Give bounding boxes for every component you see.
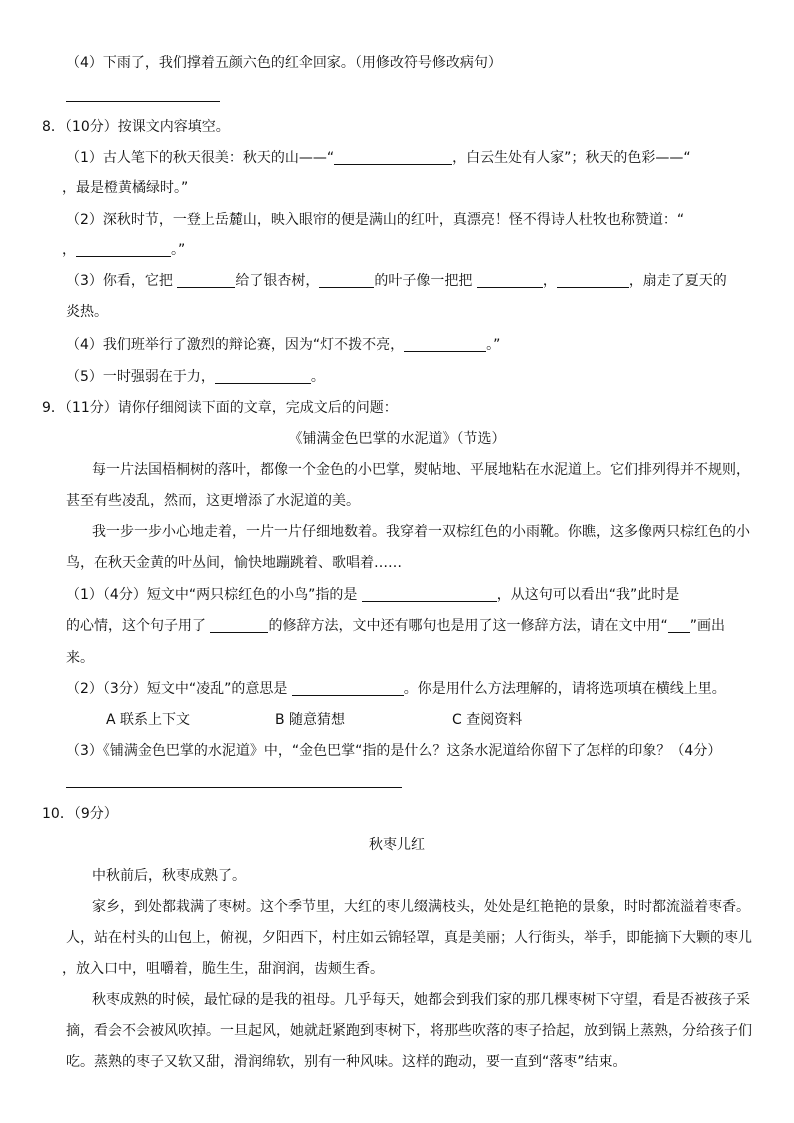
q9-sub2 bbox=[66, 679, 726, 699]
q8-item3-blank-1[interactable] bbox=[177, 273, 235, 288]
q9-sub2-text-a: （2）（3分）短文中“凌乱”的意思是 bbox=[66, 681, 292, 697]
q7-item4: （4）下雨了，我们撑着五颜六色的红伞回家。（用修改符号修改病句） bbox=[66, 55, 502, 71]
q10-passage-title: 秋枣儿红 bbox=[369, 837, 425, 853]
q9-sub2-blank[interactable] bbox=[292, 681, 404, 696]
q8-item1-cont: ，最是橙黄橘绿时。” bbox=[62, 180, 189, 196]
q9-header: 9．（11分）请你仔细阅读下面的文章，完成文后的问题： bbox=[42, 400, 398, 416]
q10-para3-line1: 秋枣成熟的时候，最忙碌的是我的祖母。几乎每天，她都会到我们家的那几棵枣树下守望，看是否被孩子采 bbox=[92, 992, 750, 1008]
q7-answer-line[interactable] bbox=[66, 101, 220, 102]
q8-item2-comma: ， bbox=[62, 242, 76, 258]
q8-item1-blank-1[interactable] bbox=[334, 150, 452, 165]
q8-item1-text-b: ，白云生处有人家”；秋天的色彩——“ bbox=[452, 150, 691, 166]
q9-sub1-blank-2[interactable] bbox=[210, 618, 268, 633]
q8-item4 bbox=[66, 335, 500, 355]
q9-para2-line1: 我一步一步小心地走着，一片一片仔细地数着。我穿着一双棕红色的小雨靴。你瞧，这多像两只棕红色的小 bbox=[92, 524, 750, 540]
q8-item3-text-a: （3）你看，它把 bbox=[66, 273, 178, 289]
q8-item2: （2）深秋时节，一登上岳麓山，映入眼帘的便是满山的红叶，真漂亮！怪不得诗人杜牧也称赞道：“ bbox=[66, 212, 685, 228]
q9-sub3: （3）《铺满金色巴掌的水泥道》中，“金色巴掌“指的是什么？这条水泥道给你留下了怎样的印象？（4分） bbox=[66, 743, 722, 759]
q8-item5-blank[interactable] bbox=[215, 369, 311, 384]
q8-item3-text-e: ，扇走了夏天的 bbox=[628, 273, 727, 289]
q8-item3-cont: 炎热。 bbox=[66, 304, 108, 320]
q9-option-c: C 查阅资料 bbox=[452, 712, 523, 728]
q9-sub1 bbox=[66, 585, 679, 605]
q8-item3-blank-3[interactable] bbox=[477, 273, 543, 288]
q9-sub1-text-a: （1）（4分）短文中“两只棕红色的小鸟”指的是 bbox=[66, 587, 362, 603]
q8-item3-text-d: ， bbox=[542, 273, 557, 289]
q9-sub1-text-d: 的修辞方法，文中还有哪句也是用了这一修辞方法，请在文中用“ bbox=[268, 618, 668, 634]
q8-item2-end: 。” bbox=[171, 242, 186, 258]
q9-sub1-text-e: ”画出 bbox=[689, 618, 725, 634]
q9-para2-line2: 鸟，在秋天金黄的叶丛间，愉快地蹦跳着、歌唱着…… bbox=[66, 555, 402, 571]
q8-item3-blank-4[interactable] bbox=[557, 273, 629, 288]
q8-item2-cont bbox=[62, 240, 185, 260]
q8-header: 8．（10分）按课文内容填空。 bbox=[42, 119, 230, 135]
q8-item3-text-b: 给了银杏树， bbox=[235, 273, 320, 289]
q9-sub1-blank-1[interactable] bbox=[362, 587, 497, 602]
q8-item5 bbox=[66, 367, 325, 387]
q8-item4-text-a: （4）我们班举行了激烈的辩论赛，因为“灯不拨不亮， bbox=[66, 337, 405, 353]
q9-sub3-answer-line[interactable] bbox=[66, 787, 402, 788]
q9-para1-line1: 每一片法国梧桐树的落叶，都像一个金色的小巴掌，熨帖地、平展地粘在水泥道上。它们排列得并不规则， bbox=[92, 462, 750, 478]
q10-header: 10．（9分） bbox=[42, 806, 118, 822]
q9-sub1-text-b: ，从这句可以看出“我”此时是 bbox=[496, 587, 680, 603]
q8-item1 bbox=[66, 148, 691, 168]
q8-item3 bbox=[66, 271, 727, 291]
q9-sub1-end: 来。 bbox=[66, 650, 94, 666]
q8-item3-text-c: 的叶子像一把把 bbox=[374, 273, 477, 289]
q8-item3-blank-2[interactable] bbox=[319, 273, 374, 288]
q10-para2-line2: 人，站在村头的山包上，俯视，夕阳西下，村庄如云锦轻罩，真是美丽；人行街头，举手，即能摘下大颗的枣儿 bbox=[66, 930, 752, 946]
q9-sub2-text-b: 。你是用什么方法理解的，请将选项填在横线上里。 bbox=[403, 681, 726, 697]
q8-item5-end: 。 bbox=[310, 369, 325, 385]
q10-para3-line3: 吃。蒸熟的枣子又软又甜，滑润绵软，别有一种风味。这样的跑动，要一直到“落枣”结束。 bbox=[66, 1054, 627, 1070]
q10-para2-line3: ，放入口中，咀嚼着，脆生生，甜润润，齿颊生香。 bbox=[62, 961, 384, 977]
q8-item4-blank[interactable] bbox=[404, 337, 486, 352]
q8-item4-end: 。” bbox=[486, 337, 501, 353]
q8-item1-text-a: （1）古人笔下的秋天很美：秋天的山——“ bbox=[66, 150, 335, 166]
q10-para2-line1: 家乡，到处都栽满了枣树。这个季节里，大红的枣儿缀满枝头，处处是红艳艳的景象，时时都流溢着枣香。 bbox=[92, 899, 750, 915]
q10-para1: 中秋前后，秋枣成熟了。 bbox=[92, 868, 246, 884]
q9-para1-line2: 甚至有些凌乱，然而，这更增添了水泥道的美。 bbox=[66, 493, 360, 509]
q8-item5-text-a: （5）一时强弱在于力， bbox=[66, 369, 215, 385]
q9-option-a: A 联系上下文 bbox=[106, 712, 191, 728]
q8-item2-blank[interactable] bbox=[76, 242, 171, 257]
q9-option-b: B 随意猜想 bbox=[275, 712, 346, 728]
q10-para3-line2: 摘，看会不会被风吹掉。一旦起风，她就赶紧跑到枣树下，将那些吹落的枣子拾起，放到锅上蒸熟，分给孩子们 bbox=[66, 1023, 752, 1039]
q9-sub1-text-c: 的心情，这个句子用了 bbox=[66, 618, 211, 634]
q9-passage-title: 《铺满金色巴掌的水泥道》（节选） bbox=[288, 431, 506, 447]
q9-sub1-underline-mark bbox=[668, 618, 690, 633]
q9-sub1-cont bbox=[66, 616, 725, 636]
